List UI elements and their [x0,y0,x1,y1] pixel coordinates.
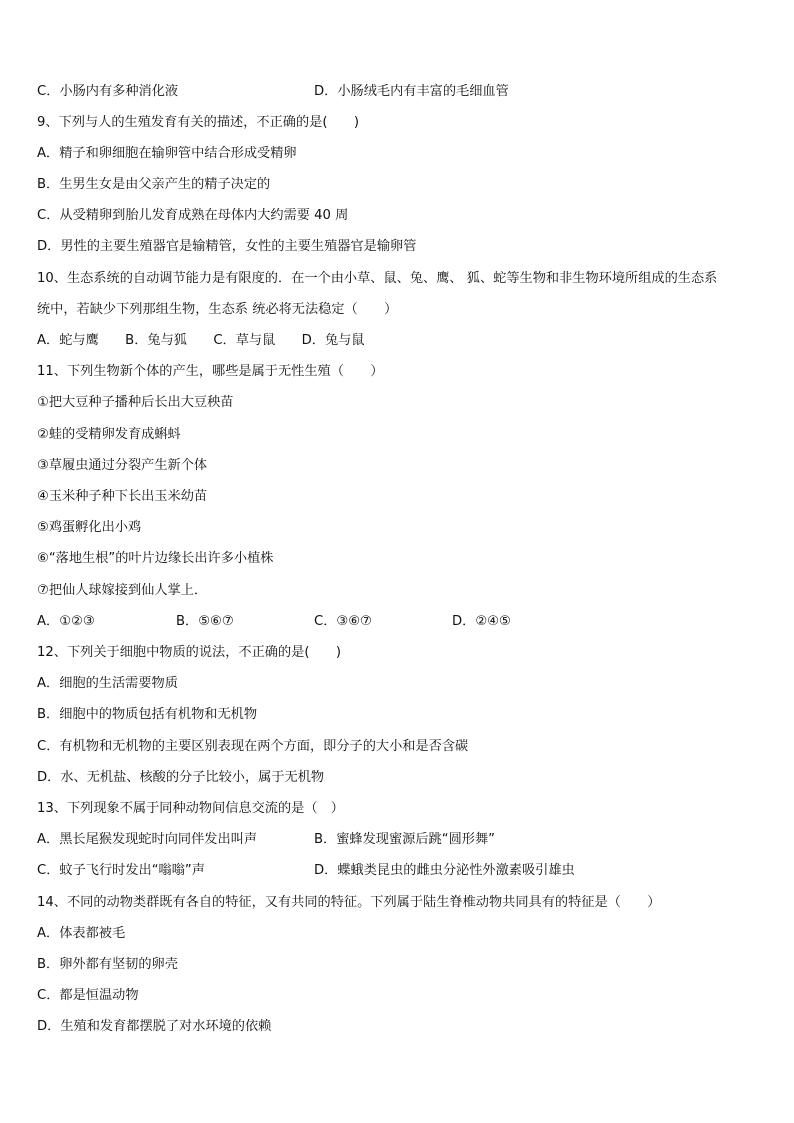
question-11: 11、下列生物新个体的产生，哪些是属于无性生殖（ ） [37,364,384,379]
question-9-option-d: D．男性的主要生殖器官是输精管，女性的主要生殖器官是输卵管 [37,239,417,254]
question-11-option-c: C．③⑥⑦ [314,614,372,629]
question-9-option-a: A．精子和卵细胞在输卵管中结合形成受精卵 [37,146,297,161]
question-14-option-d: D．生殖和发育都摆脱了对水环境的依赖 [37,1019,272,1034]
question-11-item-2: ②蛙的受精卵发育成蝌蚪 [37,427,181,442]
question-12-option-b: B．细胞中的物质包括有机物和无机物 [37,707,258,722]
question-13-option-b: B．蜜蜂发现蜜源后跳“圆形舞” [314,832,495,847]
question-14: 14、不同的动物类群既有各自的特征，又有共同的特征。下列属于陆生脊椎动物共同具有的特征是（ ） [37,895,661,910]
question-13: 13、下列现象不属于同种动物间信息交流的是（ ） [37,801,344,816]
question-14-option-c: C．都是恒温动物 [37,988,139,1003]
option-d-q8: D．小肠绒毛内有丰富的毛细血管 [314,84,509,99]
question-11-item-3: ③草履虫通过分裂产生新个体 [37,458,208,473]
question-13-option-c: C．蚊子飞行时发出“嗡嗡”声 [37,863,205,878]
question-12-option-d: D．水、无机盐、核酸的分子比较小，属于无机物 [37,770,325,785]
question-13-option-a: A．黑长尾猴发现蛇时向同伴发出叫声 [37,832,258,847]
question-12-option-a: A．细胞的生活需要物质 [37,676,178,691]
question-11-option-b: B．⑤⑥⑦ [176,614,234,629]
question-12: 12、下列关于细胞中物质的说法，不正确的是( ) [37,645,342,660]
question-12-option-c: C．有机物和无机物的主要区别表现在两个方面，即分子的大小和是否含碳 [37,739,469,754]
question-14-option-b: B．卵外都有坚韧的卵壳 [37,957,178,972]
option-c-q8: C．小肠内有多种消化液 [37,84,179,99]
question-13-option-d: D．蝶蛾类昆虫的雌虫分泌性外激素吸引雄虫 [314,863,575,878]
question-10-line-2: 统中，若缺少下列那组生物，生态系 统必将无法稳定（ ） [37,302,398,317]
question-9-option-c: C．从受精卵到胎儿发育成熟在母体内大约需要 40 周 [37,208,349,223]
question-9-option-b: B．生男生女是由父亲产生的精子决定的 [37,177,271,192]
question-11-item-6: ⑥“落地生根”的叶片边缘长出许多小植株 [37,551,274,566]
question-11-item-1: ①把大豆种子播种后长出大豆秧苗 [37,395,234,410]
question-11-option-a: A．①②③ [37,614,95,629]
question-10-options: A．蛇与鹰 B．兔与狐 C．草与鼠 D．兔与鼠 [37,333,365,348]
question-11-item-5: ⑤鸡蛋孵化出小鸡 [37,520,142,535]
question-11-item-7: ⑦把仙人球嫁接到仙人掌上． [37,583,208,598]
question-11-option-d: D．②④⑤ [452,614,511,629]
question-11-item-4: ④玉米种子种下长出玉米幼苗 [37,489,208,504]
question-10-line-1: 10、生态系统的自动调节能力是有限度的．在一个由小草、鼠、兔、鹰、 狐、蛇等生物和非生物环境所组成的生态系 [37,271,718,286]
question-9: 9、下列与人的生殖发育有关的描述，不正确的是( ) [37,115,359,130]
question-14-option-a: A．体表都被毛 [37,926,126,941]
